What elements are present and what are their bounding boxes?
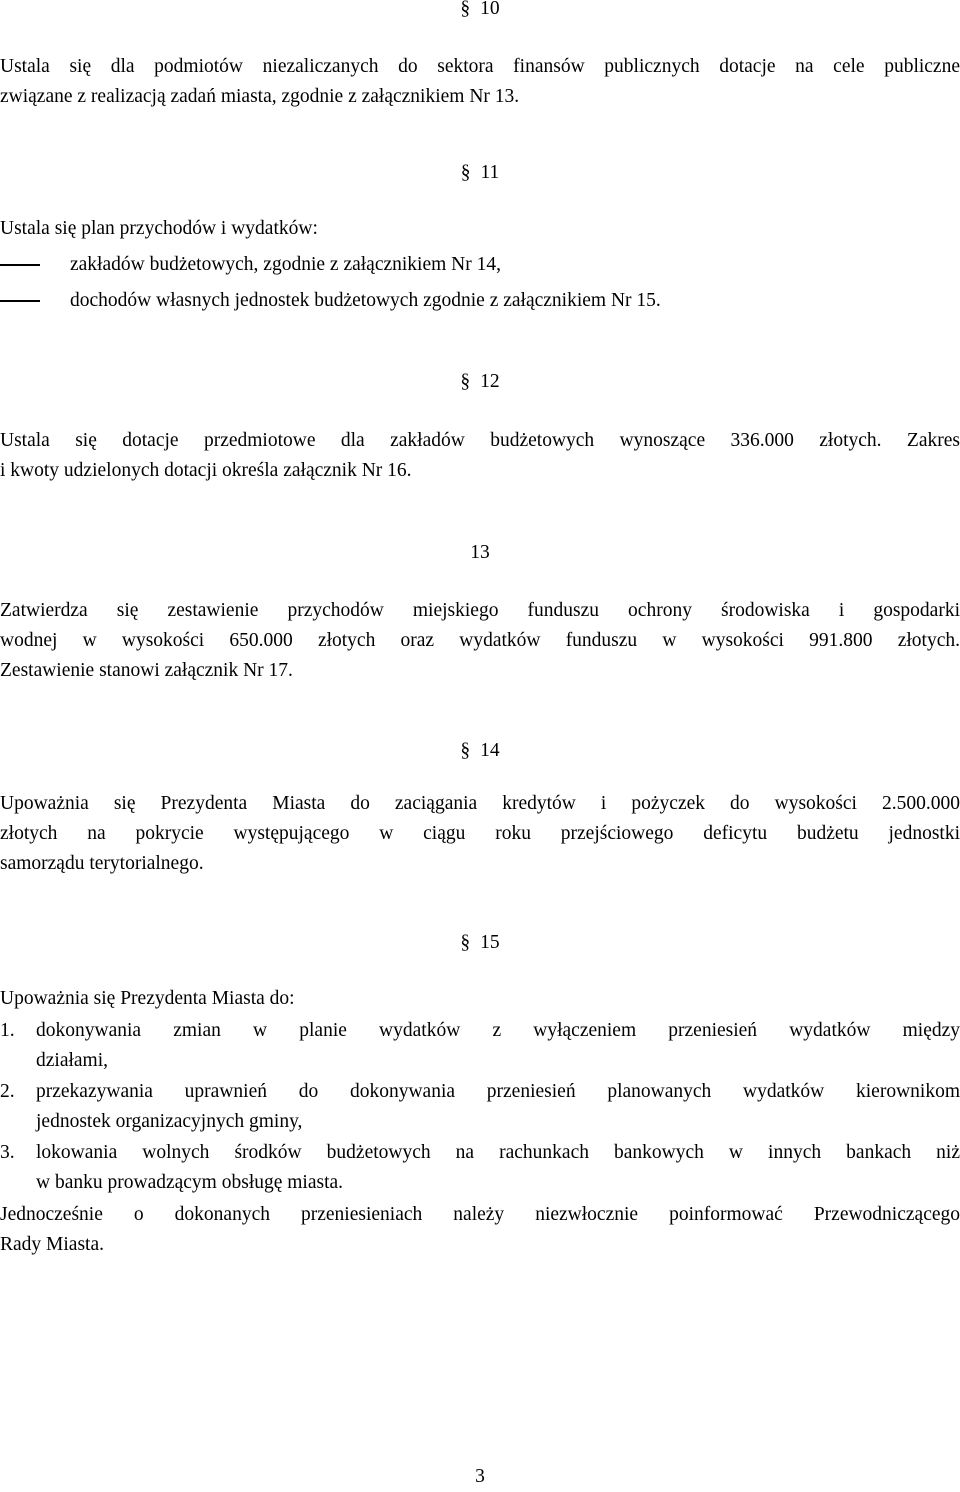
item-number: 1. xyxy=(0,1020,15,1041)
item-text: dokonywania zmian w planie wydatków z wyłączeniem przeniesień wydatków między działami, xyxy=(36,1020,960,1071)
text-line: Ustala się dotacje przedmiotowe dla zakładów budżetowych wynoszące 336.000 złotych. Zakres xyxy=(0,430,960,451)
section-heading-13 xyxy=(0,538,960,568)
text-line: związane z realizacją zadań miasta, zgodnie z załącznikiem Nr 13. xyxy=(0,86,520,107)
section-heading-14 xyxy=(0,736,960,766)
section-number: 14 xyxy=(480,740,500,761)
section-heading-12 xyxy=(0,367,960,397)
section-12-text xyxy=(0,426,960,486)
item-number: 3. xyxy=(0,1142,15,1163)
section-sign: § xyxy=(460,162,471,183)
section-sign: § xyxy=(460,932,471,953)
section-15-intro: Upoważnia się Prezydenta Miasta do: xyxy=(0,988,295,1009)
text-line: samorządu terytorialnego. xyxy=(0,853,204,874)
section-sign: § xyxy=(460,740,471,761)
section-13-text xyxy=(0,596,960,686)
text-line: wodnej w wysokości 650.000 złotych oraz wydatków funduszu w wysokości 991.800 złotych. xyxy=(0,630,960,651)
section-number: 15 xyxy=(480,932,500,953)
section-number: 11 xyxy=(480,162,500,183)
dash-bullet xyxy=(0,300,40,302)
section-heading-15 xyxy=(0,928,960,958)
text-line: Zestawienie stanowi załącznik Nr 17. xyxy=(0,660,293,681)
text-line: i kwoty udzielonych dotacji określa załącznik Nr 16. xyxy=(0,460,412,481)
dash-bullet xyxy=(0,264,40,266)
section-number: 10 xyxy=(480,0,500,19)
text-line: Ustala się dla podmiotów niezaliczanych do sektora finansów publicznych dotacje na cele publiczne xyxy=(0,56,960,77)
section-number: 13 xyxy=(470,542,490,563)
page-number: 3 xyxy=(475,1466,485,1487)
section-heading-10 xyxy=(0,0,960,24)
section-11-intro: Ustala się plan przychodów i wydatków: xyxy=(0,218,318,239)
section-15-closing xyxy=(0,1200,960,1260)
text-line: Upoważnia się Prezydenta Miasta do zaciągania kredytów i pożyczek do wysokości 2.500.000 xyxy=(0,793,960,814)
section-sign: § xyxy=(460,371,471,392)
document-page: § 10 Ustala się dla podmiotów niezaliczanych do sektora finansów publicznych dotacje na cele publiczne związane z realizacją zadań miasta, zgodnie z załącznikiem Nr 13. § 11 Ustala się plan przychodów i wydatków: zakładów budżetowych, zgodnie z załącznikiem Nr 14, dochodów własnych jednostek budżetowych zgodnie z załącznikiem Nr 15. § 12 Ustala się dotacje przedmiotowe dla zakładów budżetowych wynoszące 336.000 złotych. Zakres i kwoty udzielonych dotacji określa załącznik Nr 16. 13 Zatwierdza się zestawienie przychodów miejskiego funduszu ochrony środowiska i gospodarki wodnej w wysokości 650.000 złotych oraz wydatków funduszu w wysokości 991.800 złotych. Zestawienie stanowi załącznik Nr 17. § 14 Upoważnia się Prezydenta Miasta do zaciągania kredytów i pożyczek do wysokości 2.500.000 złotych na pokrycie występującego w ciągu roku przejściowego deficytu budżetu jednostki samorządu terytorialnego. § 15 Upoważnia się Prezydenta Miasta do: 1. dokonywania zmian w planie wydatków z wyłączeniem przeniesień wydatków między działami, 2. przekazywania uprawnień do dokonywania przeniesień planowanych wydatków kierownikom jednostek organizacyjnych gminy, 3. lokowania wolnych środków budżetowych na rachunkach bankowych w innych bankach niż w banku prowadzącym obsługę miasta. Jednocześnie o dokonanych przeniesieniach należy niezwłocznie poinformować Przewodniczącego Rady Miasta. 3 xyxy=(0,0,960,1484)
section-sign: § xyxy=(460,0,471,19)
text-line: Zatwierdza się zestawienie przychodów miejskiego funduszu ochrony środowiska i gospodarki xyxy=(0,600,960,621)
item-number: 2. xyxy=(0,1081,15,1102)
section-number: 12 xyxy=(480,371,500,392)
item-text: przekazywania uprawnień do dokonywania przeniesień planowanych wydatków kierownikom jednostek organizacyjnych gminy, xyxy=(36,1081,960,1132)
item-text: lokowania wolnych środków budżetowych na rachunkach bankowych w innych bankach niż w banku prowadzącym obsługę miasta. xyxy=(36,1142,960,1193)
section-heading-11 xyxy=(0,158,960,188)
text-line: Rady Miasta. xyxy=(0,1234,104,1255)
section-10-text xyxy=(0,52,960,112)
text-line: złotych na pokrycie występującego w ciągu roku przejściowego deficytu budżetu jednostki xyxy=(0,823,960,844)
text-line: Jednocześnie o dokonanych przeniesieniach należy niezwłocznie poinformować Przewodniczącego xyxy=(0,1204,960,1225)
section-14-text xyxy=(0,789,960,879)
